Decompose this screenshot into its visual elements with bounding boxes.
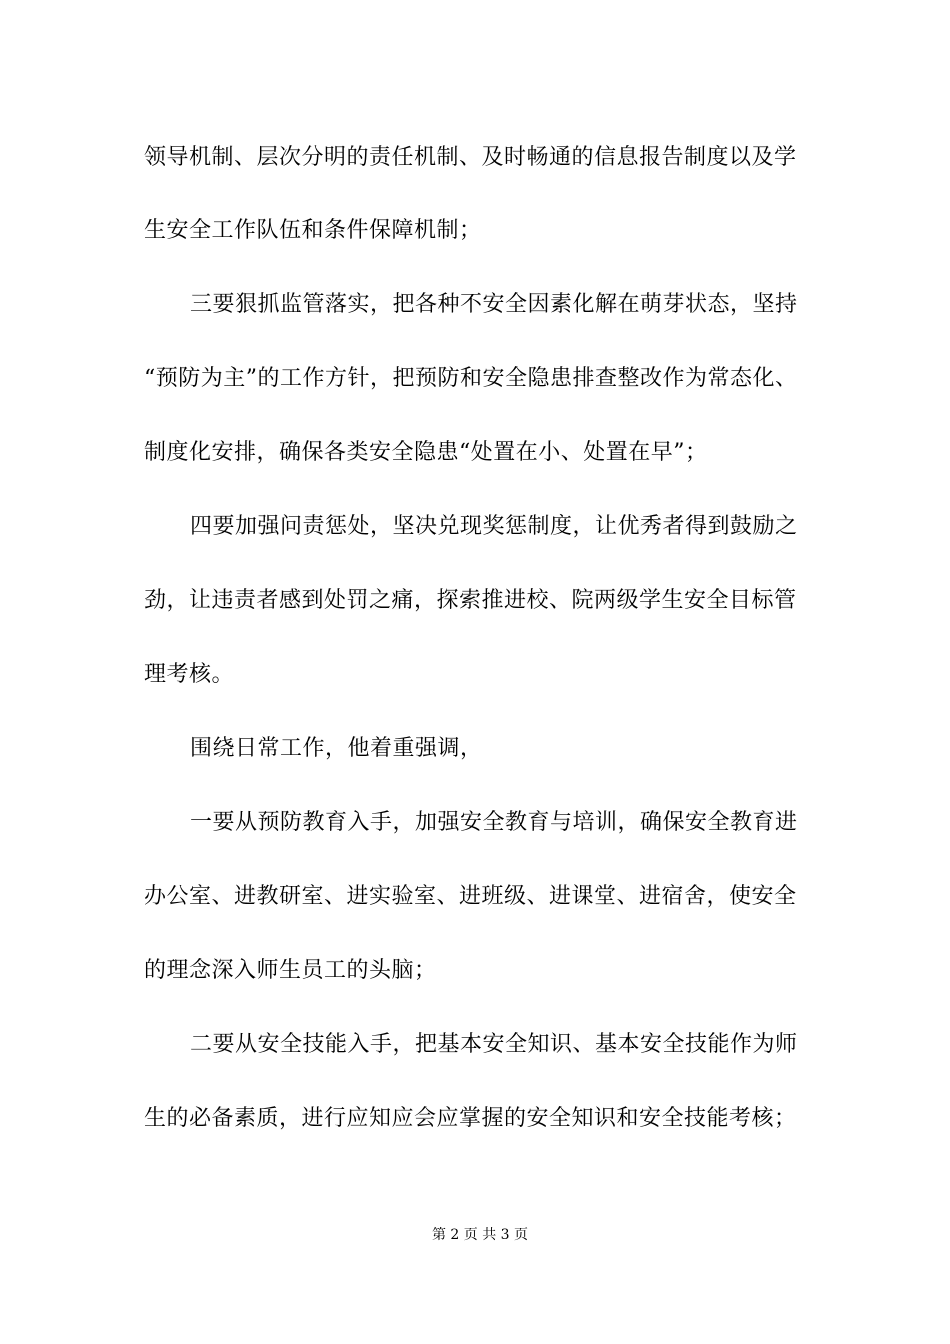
text-line-2: 生安全工作队伍和条件保障机制；: [144, 218, 482, 243]
text-line-1: 领导机制、层次分明的责任机制、及时畅通的信息报告制度以及学: [144, 145, 797, 170]
text-line-14: 生的必备素质，进行应知应会应掌握的安全知识和安全技能考核；: [144, 1106, 797, 1131]
text-line-3: 三要狠抓监管落实，把各种不安全因素化解在萌芽状态，坚持: [190, 292, 798, 317]
text-line-13: 二要从安全技能入手，把基本安全知识、基本安全技能作为师: [190, 1032, 798, 1057]
text-line-9: 围绕日常工作，他着重强调，: [190, 736, 483, 761]
text-line-7: 劲，让违责者感到处罚之痛，探索推进校、院两级学生安全目标管: [144, 588, 797, 613]
text-line-4: “预防为主”的工作方针，把预防和安全隐患排查整改作为常态化、: [144, 366, 798, 391]
text-line-6: 四要加强问责惩处，坚决兑现奖惩制度，让优秀者得到鼓励之: [190, 514, 798, 539]
text-line-8: 理考核。: [144, 662, 235, 687]
text-line-12: 的理念深入师生员工的头脑；: [144, 958, 437, 983]
text-line-5: 制度化安排，确保各类安全隐患“处置在小、处置在早”；: [144, 440, 708, 465]
text-line-11: 办公室、进教研室、进实验室、进班级、进课堂、进宿舍，使安全: [144, 884, 797, 909]
text-line-10: 一要从预防教育入手，加强安全教育与培训，确保安全教育进: [190, 810, 798, 835]
page-number-footer: 第 2 页 共 3 页: [431, 1227, 529, 1243]
